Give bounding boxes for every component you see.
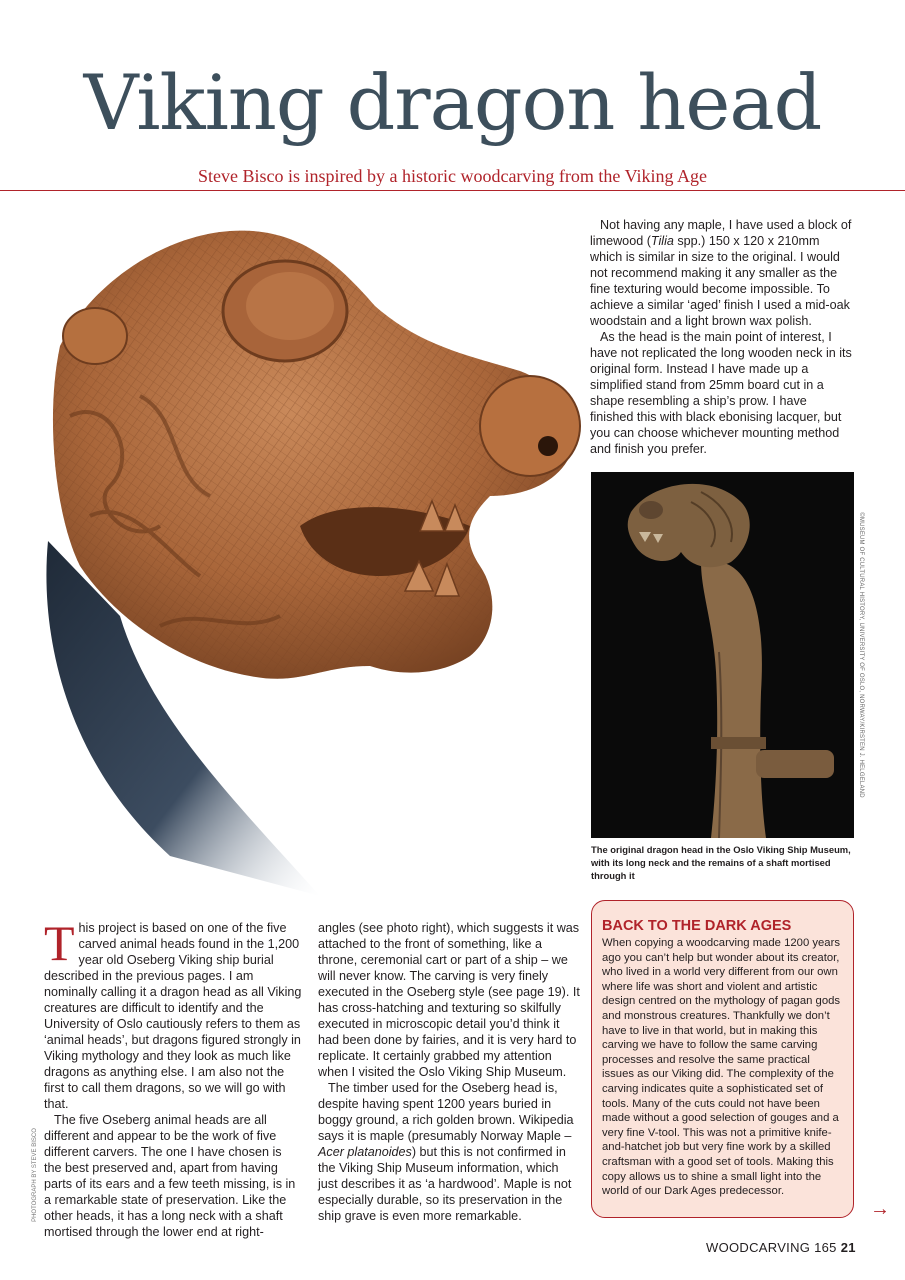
standfirst: Steve Bisco is inspired by a historic woodcarving from the Viking Age bbox=[197, 166, 707, 186]
page-number: 21 bbox=[840, 1240, 856, 1255]
sidebar-body: When copying a woodcarving made 1200 years ago you can’t help but wonder about its creator, who lived in a world very different from our own where life was short and violent and artistic design centred on the mythology of pagan gods and monstrous creatures. Thankfully we don’t have to live in that world, but in making this carving we have to follow the same carving processes and resolve the same practical issues as our Viking did. The complexity of the carving indicates quite a sophisticated set of tools. Many of the cuts could not have been made without a good selection of gouges and a very fine V-tool. This was not a primitive knife-and-hatchet job but very fine work by a skilled craftsman with a good set of tools. Making this copy allows us to shine a small light into the world of our Dark Ages predecessor. bbox=[602, 937, 841, 1198]
body-text-column-1 bbox=[44, 915, 302, 1240]
title-rule bbox=[0, 190, 905, 191]
paragraph: The five Oseberg animal heads are all different and appear to be the work of five different carvers. The one I have chosen is the best preserved and, apart from having parts of its ears and a few teeth missing, is in a remarkable state of preservation. Like the other heads, it has a long neck with a shaft mortised through the lower end at right- bbox=[44, 1113, 296, 1239]
paragraph: The timber used for the Oseberg head is, despite having spent 1200 years buried in boggy ground, a rich golden brown. Wikipedia says it is maple (presumably Norway Maple – Acer platanoides) but this is not confirmed in the Viking Ship Museum information, which just describes it as ‘a hardwood’. Maple is not especially durable, so its preservation in the ship grave is even more remarkable. bbox=[318, 1081, 574, 1223]
page-footer bbox=[706, 1240, 856, 1255]
paragraph: Not having any maple, I have used a block of limewood (Tilia spp.) 150 x 120 x 210mm which is similar in size to the original. I would not recommend making it any smaller as the fine texturing would become impossible. To achieve a similar ‘aged’ finish I used a mid-oak woodstain and a light brown wax polish. bbox=[590, 218, 852, 328]
paragraph: angles (see photo right), which suggests it was attached to the front of something, like a throne, ceremonial cart or part of a ship – we will never know. The carving is very finely executed in the Oseberg style (see page 19). It has cross-hatching and texturing so skilfully executed in microscopic detail you’d think it had been done by fairies, and it is very hard to replicate. It certainly grabbed my attention when I visited the Oslo Viking Ship Museum. bbox=[318, 921, 580, 1079]
continue-arrow-icon: → bbox=[870, 1198, 890, 1220]
page-title: Viking dragon head bbox=[83, 58, 822, 147]
photo-caption: The original dragon head in the Oslo Viking Ship Museum, with its long neck and the remains of a shaft mortised through it bbox=[591, 844, 851, 881]
body-text-top-right bbox=[590, 217, 852, 457]
dragon-ear bbox=[63, 308, 127, 364]
shaft bbox=[756, 750, 834, 778]
drop-cap: T bbox=[44, 915, 75, 971]
dragon-head-carving-photo bbox=[0, 196, 590, 896]
sidebar-box bbox=[591, 900, 854, 1218]
paragraph: As the head is the main point of interest, I have not replicated the long wooden neck in its original form. Instead I have made up a simplified stand from 25mm board cut in a shape resembling a ship’s prow. I have finished this with black ebonising lacquer, but you can choose whichever mounting method and finish you prefer. bbox=[590, 330, 852, 456]
magazine-name: WOODCARVING 165 bbox=[706, 1240, 837, 1255]
dragon-nostril bbox=[480, 376, 580, 476]
sidebar-title: BACK TO THE DARK AGES bbox=[602, 918, 792, 934]
hero-photo-credit: PHOTOGRAPH BY STEVE BISCO bbox=[32, 1128, 38, 1222]
photo-credit: ©MUSEUM OF CULTURAL HISTORY, UNIVERSITY OF OSLO, NORWAY/KIRSTEN J. HELGELAND bbox=[858, 512, 864, 798]
paragraph: This project is based on one of the five carved animal heads found in the 1,200 year old Oseberg Viking ship burial described in the previous pages. I am nominally calling it a dragon head as all Viking creatures are difficult to identify and the University of Oslo cautiously refers to them as ‘animal heads’, but dragons figured strongly in Viking mythology and they look as much like dragons as anything else. I am also not the first to call them dragons, so we will go with that. bbox=[44, 915, 302, 1111]
body-text-column-2 bbox=[318, 920, 580, 1224]
museum-dragon-head-photo bbox=[591, 472, 854, 838]
